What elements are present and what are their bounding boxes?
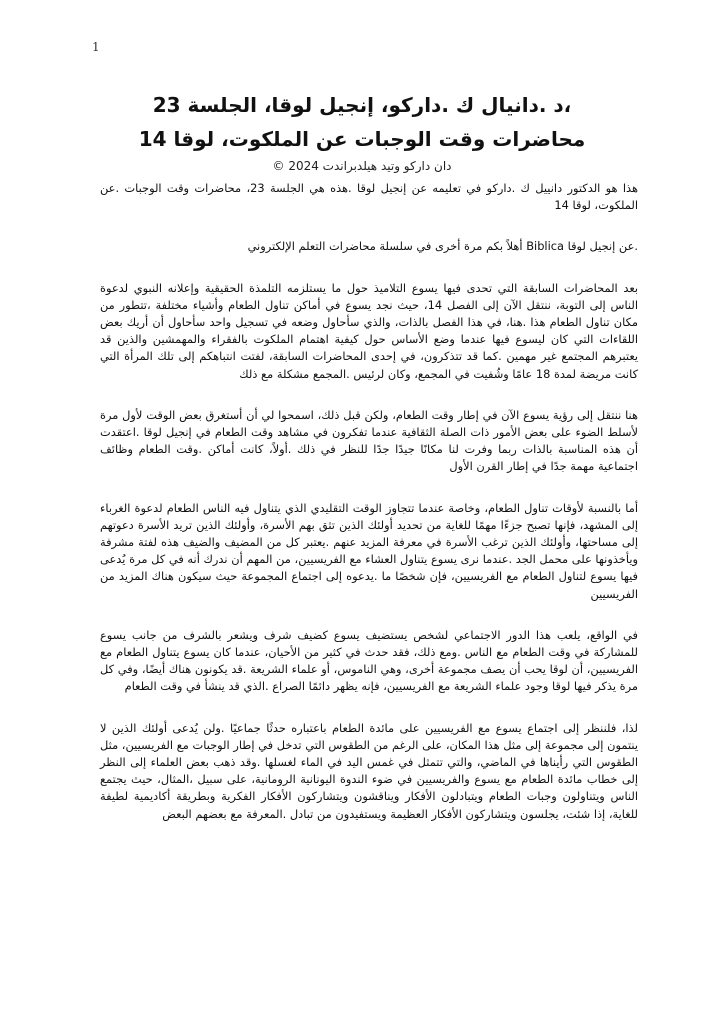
paragraph-intro: هذا هو الدكتور دانييل ك .داركو في تعليمه عن إنجيل لوقا .هذه هي الجلسة 23، محاضرات وقت الوجبات .عن الملكوت، لوقا 14 xyxy=(100,181,638,213)
paragraph: بعد المحاضرات السابقة التي تحدى فيها يسوع التلاميذ حول ما يستلزمه التلمذة الحقيقية وإعلانه النبوي لدعوة الناس إلى التوبة، ننتقل الآن إلى الفصل 14، حيث نجد يسوع في أماكن تناول الطعام وأشياء مختلفة ،تتطور من مكان تناول الطعام هذا .هنا، في هذا الفصل بالذات، والذي سأحاول وضعه في تسجيل واحد سأحاول أن أريك بعض اللقاءات التي كان ليسوع فيها عندما وضع الأساس حول كيفية اهتمام الملكوت بالفقراء والمهمشين والذين قد يعتبرهم المجتمع غير مهمين .كما قد تتذكرون، في إحدى المحاضرات السابقة، لفتت انتباهكم إلى تلك المرأة التي كانت مريضة لمدة 18 عامًا وشُفيت في المجمع، وكان لرئيس .المجمع مشكلة مع ذلك xyxy=(100,280,639,381)
title-line-2: محاضرات وقت الوجبات عن الملكوت، لوقا 14 xyxy=(138,127,586,151)
title-line-1: ،د .دانيال ك .داركو، إنجيل لوقا، الجلسة 23 xyxy=(152,93,572,117)
paragraph: لذا، فلننظر إلى اجتماع يسوع مع الفريسيين على مائدة الطعام باعتباره حدثًا جماعيًا .ولن يُدعى أولئك الذين لا ينتمون إلى مجموعة إلى مثل هذا المكان، على الرغم من الطقوس التي تدخل في إطار الوجبات مع الفريسيين، مثل الطقوس التي رأيناها في الماضي، والتي تتمثل في غمس اليد في الماء لغسلها .وقد ذهب بعض العلماء إلى النظر إلى خطاب مائدة الطعام مع يسوع والفريسيين في ضوء الندوة اليونانية الرومانية، على سبيل ،المثال، حيث يجتمع الناس ويتناولون وجبات الطعام ويتبادلون الأفكار ويناقشون ويتشاركون الأفكار الفكرية وبطريقة أكاديمية لطيفة للغاية، إذا شئت، يجلسون ويتشاركون الأفكار العظيمة ويستفيدون من تبادل .المعرفة مع بعضهم البعض xyxy=(100,720,638,821)
paragraph-welcome: .عن إنجيل لوقا Biblica أهلاً بكم مرة أخرى في سلسلة محاضرات التعلم الإلكتروني xyxy=(247,239,638,254)
paragraph: في الواقع، يلعب هذا الدور الاجتماعي لشخص يستضيف يسوع كضيف شرف ويشعر بالشرف من جانب يسوع للمشاركة في وقت الطعام مع الناس .ومع ذلك، فقد حدث في كثير من الأحيان، عندما كان يسوع يتناول الطعام مع الفريسيين، أن لوقا يحب أن يصف مجموعة أخرى، وهي الناموس، أو علماء الشريعة .قد يكونون هناك أيضًا، وفي كل مرة يذكر فيها لوقا وجود علماء الشريعة مع الفريسيين، فإنه يظهر دائمًا الصراع .الذي قد ينشأ في وقت الطعام xyxy=(100,627,638,694)
document-header xyxy=(70,88,654,176)
paragraph: أما بالنسبة لأوقات تناول الطعام، وخاصة عندما تتجاوز الوقت التقليدي الذي يتناول فيه الناس الطعام لدعوة الغرباء إلى المشهد، فإنها تصبح جزءًا مهمًا للغاية من تحديد أولئك الذين تثق بهم الأسرة، وأولئك الذين تريد الأسرة دعوتهم إلى مساحتها، وأولئك الذين ترغب الأسرة في معرفة المزيد عنهم .يعتبر كل من المضيف والضيف هذه لفتة مشرفة ويأخذونها على محمل الجد .عندما نرى يسوع يتناول العشاء مع الفريسيين، من المهم أن ندرك أنه في كل مرة يُدعى فيها يسوع لتناول الطعام مع الفريسيين، فإن شخصًا ما .يدعوه إلى اجتماع المجموعة حيث سيكون هناك المزيد من الفريسيين xyxy=(100,500,638,601)
document-body xyxy=(100,180,638,847)
copyright-line: دان داركو وتيد هيلدبراندت 2024 © xyxy=(272,159,452,173)
paragraph: هنا ننتقل إلى رؤية يسوع الآن في إطار وقت الطعام، ولكن قبل ذلك، اسمحوا لي أن أستغرق بعض الوقت لأول مرة لأسلط الضوء على بعض الأمور ذات الصلة الثقافية عندما تفكرون في مشاهد وقت الطعام في إنجيل لوقا .اعتقدت أن هذه المناسبة بالذات ربما وفرت لنا مكانًا جيدًا جدًا للنظر في ذلك .أولاً، كانت أماكن .وقت الطعام وظائف اجتماعية مهمة جدًا في إطار القرن الأول xyxy=(100,407,638,474)
page-number: 1 xyxy=(92,40,100,54)
